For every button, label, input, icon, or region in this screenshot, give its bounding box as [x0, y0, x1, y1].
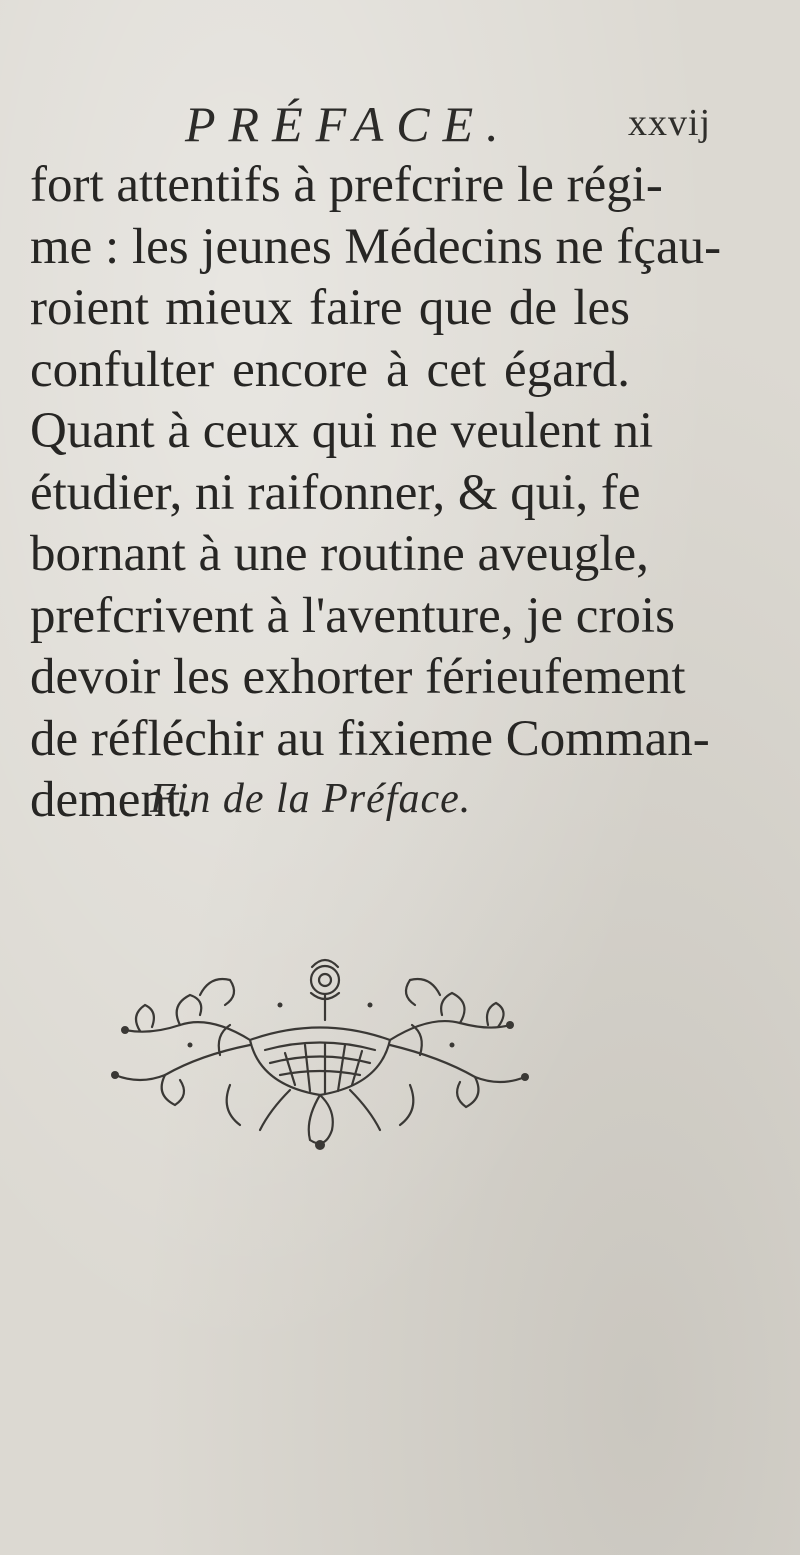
text-line: me : les jeunes Médecins ne fçau- — [30, 218, 722, 275]
text-line: étudier, ni raifonner, & qui, fe — [30, 464, 641, 521]
running-title: PRÉFACE. — [185, 96, 512, 152]
body-text — [30, 155, 722, 832]
end-of-preface-note: Fin de la Préface. — [150, 776, 472, 822]
text-line: devoir les exhorter férieufement — [30, 649, 686, 705]
floral-fleuron-icon — [80, 945, 560, 1165]
text-line: confulter encore à cet égard. — [30, 341, 630, 398]
text-line: Quant à ceux qui ne veulent ni — [30, 403, 654, 459]
text-line: dement. — [30, 772, 193, 828]
text-line: de réfléchir au fixieme Comman- — [30, 710, 710, 767]
text-line: bornant à une routine aveugle, — [30, 526, 649, 582]
text-line: roient mieux faire que de les — [30, 280, 630, 336]
text-line: prefcrivent à l'aventure, je crois — [30, 587, 675, 644]
page-number: xxvij — [628, 102, 712, 144]
page-header — [0, 95, 800, 155]
text-line: fort attentifs à prefcrire le régi- — [30, 157, 663, 213]
